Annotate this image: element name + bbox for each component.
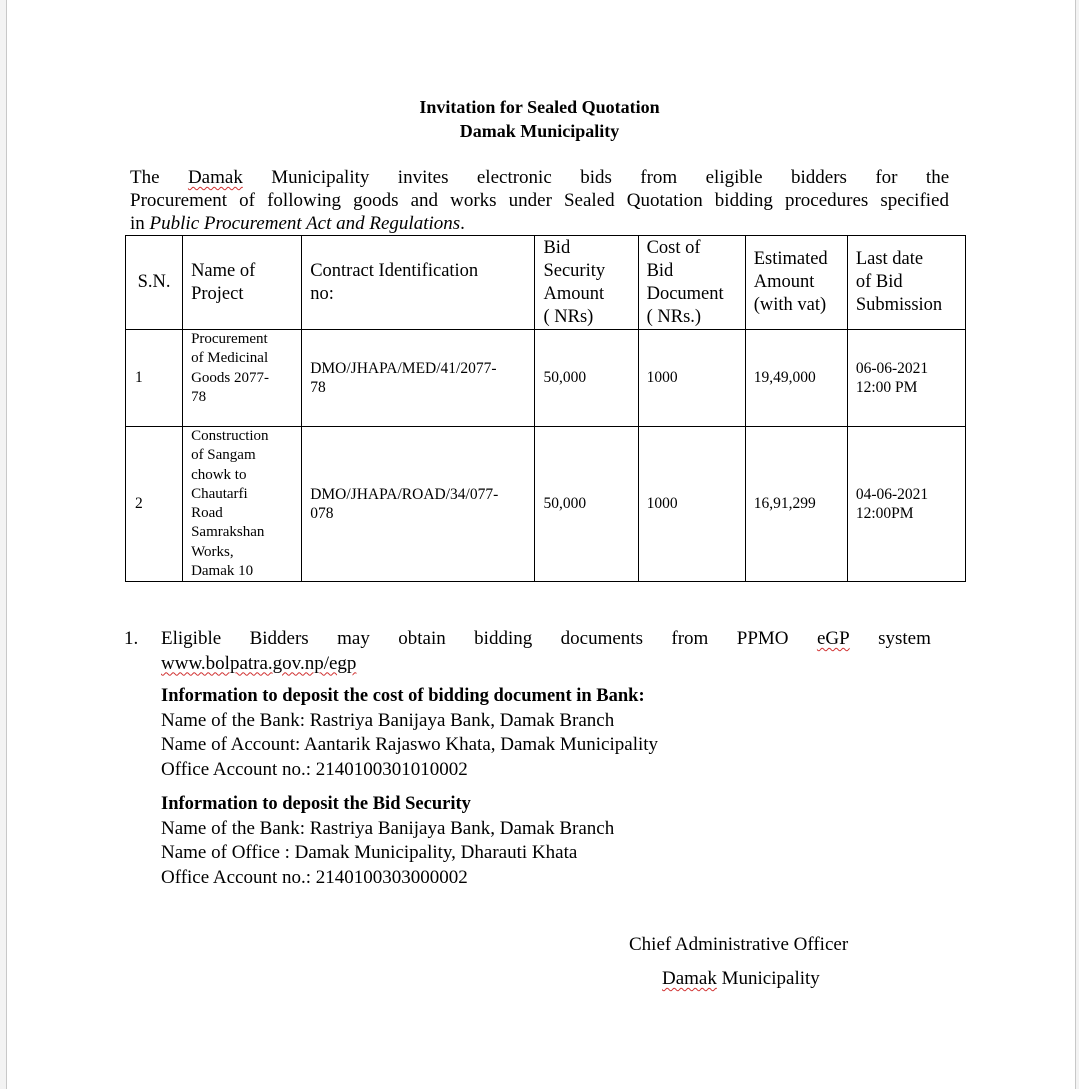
row-sn: 1 [126, 330, 183, 427]
signatory-organization: Damak Municipality [662, 968, 820, 989]
spellcheck-word: Damak [187, 167, 243, 188]
table-header-row [126, 236, 966, 330]
bank-cost-line: Name of the Bank: Rastriya Banijaya Bank, Damak Branch [161, 709, 615, 731]
signatory-title: Chief Administrative Officer [629, 934, 849, 955]
row-submission-date: 04-06-2021 12:00PM [847, 427, 965, 582]
header-bid-security: Bid Security Amount ( NRs) [535, 236, 638, 330]
bank-cost-line: Name of Account: Aantarik Rajaswo Khata, Damak Municipality [161, 734, 659, 755]
row-contract-id: DMO/JHAPA/MED/41/2077- 78 [302, 330, 535, 427]
bid-security-line: Name of the Bank: Rastriya Banijaya Bank, Damak Branch [161, 817, 615, 839]
header-submission-date: Last date of Bid Submission [847, 236, 965, 330]
header-document-cost: Cost of Bid Document ( NRs.) [638, 236, 745, 330]
intro-line-3: in Public Procurement Act and Regulations. [130, 213, 465, 234]
item-line-1: Eligible Bidders may obtain bidding documents from PPMO eGP system [161, 627, 931, 652]
bank-cost-heading: Information to deposit the cost of bidding document in Bank: [161, 686, 645, 706]
act-reference: Public Procurement Act and Regulations [149, 213, 461, 234]
document-subtitle: Damak Municipality [459, 121, 620, 141]
row-project-name: Construction of Sangam chowk to Chautarfi Road Samrakshan Works, Damak 10 [183, 427, 302, 582]
bank-cost-info [161, 684, 658, 782]
row-document-cost: 1000 [638, 427, 745, 582]
bid-security-line: Name of Office : Damak Municipality, Dharauti Khata [161, 842, 578, 863]
bank-cost-line: Office Account no.: 2140100301010002 [161, 758, 468, 780]
row-document-cost: 1000 [638, 330, 745, 427]
header-project-name: Name of Project [183, 236, 302, 330]
header-sn: S.N. [126, 236, 183, 330]
item-number: 1. [124, 628, 139, 649]
procurement-table [125, 235, 966, 582]
intro-line-1: The Damak Municipality invites electronic bids from eligible bidders for the [130, 167, 950, 188]
row-sn: 2 [126, 427, 183, 582]
row-bid-security: 50,000 [535, 330, 638, 427]
bid-security-info [161, 792, 614, 890]
item-text [161, 627, 931, 676]
row-submission-date: 06-06-2021 12:00 PM [847, 330, 965, 427]
row-bid-security: 50,000 [535, 427, 638, 582]
intro-paragraph [130, 166, 949, 235]
header-estimated-amount: Estimated Amount (with vat) [745, 236, 847, 330]
bid-security-heading: Information to deposit the Bid Security [161, 794, 471, 814]
row-estimated-amount: 19,49,000 [745, 330, 847, 427]
table-row [126, 427, 966, 582]
row-contract-id: DMO/JHAPA/ROAD/34/077- 078 [302, 427, 535, 582]
intro-line-2: Procurement of following goods and works under Sealed Quotation bidding procedures specified [130, 190, 949, 211]
egp-url: www.bolpatra.gov.np/egp [161, 652, 357, 674]
spellcheck-word: Damak [662, 968, 717, 989]
spellcheck-word: eGP [816, 628, 850, 649]
row-project-name: Procurement of Medicinal Goods 2077- 78 [183, 330, 302, 427]
header-contract-id: Contract Identification no: [302, 236, 535, 330]
document-title: Invitation for Sealed Quotation [419, 97, 660, 117]
table-row [126, 330, 966, 427]
row-estimated-amount: 16,91,299 [745, 427, 847, 582]
bid-security-line: Office Account no.: 2140100303000002 [161, 866, 468, 888]
